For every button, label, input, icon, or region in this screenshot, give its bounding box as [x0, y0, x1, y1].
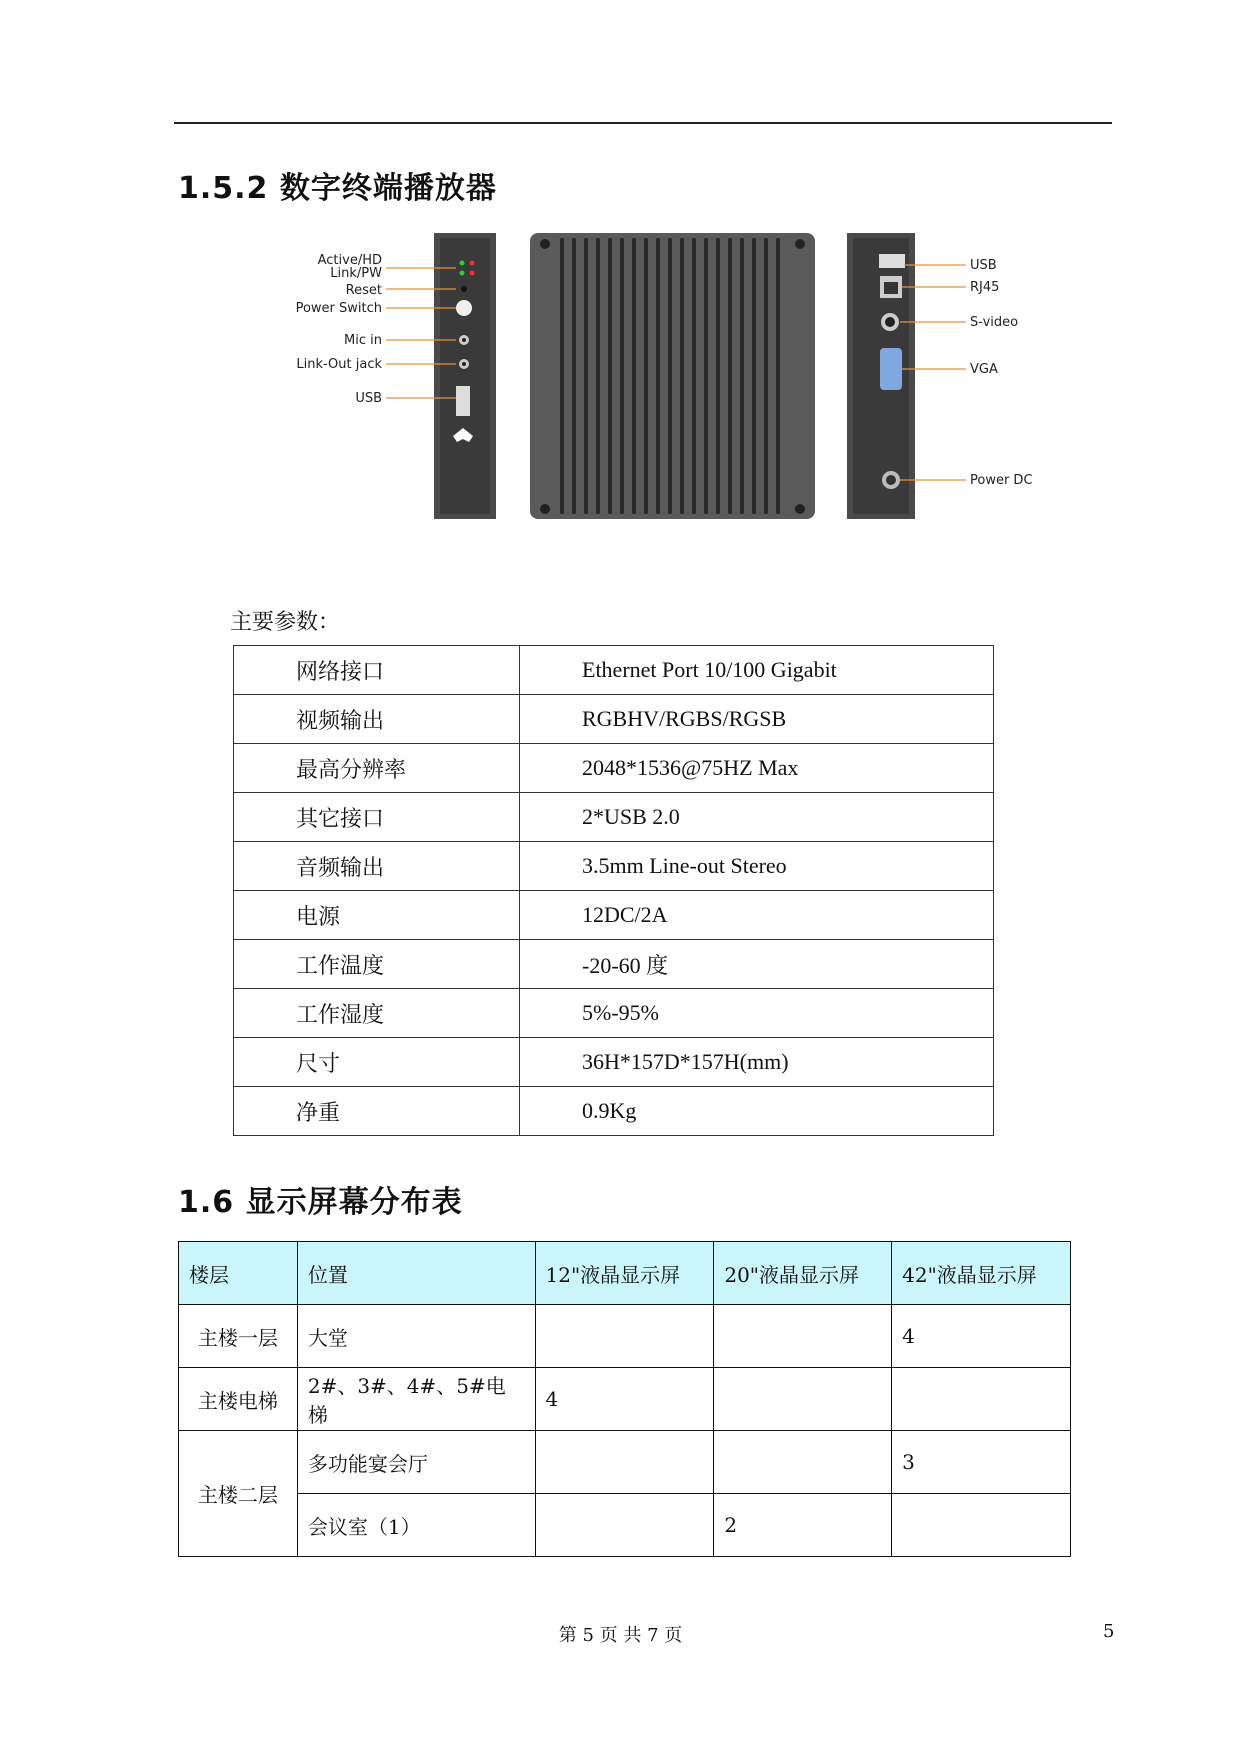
- count-12-cell: 4: [535, 1368, 714, 1431]
- distribution-table: [178, 1241, 1071, 1557]
- spec-value: 36H*157D*157H(mm): [520, 1038, 994, 1087]
- table-row: [234, 842, 994, 891]
- specs-table: [233, 645, 994, 1136]
- spec-key: 网络接口: [234, 646, 520, 695]
- table-row: [234, 891, 994, 940]
- label-s-video: S-video: [970, 315, 1019, 330]
- count-42-cell: 3: [892, 1431, 1071, 1494]
- spec-key: 音频输出: [234, 842, 520, 891]
- label-power-dc: Power DC: [970, 473, 1033, 488]
- floor-cell: 主楼电梯: [179, 1368, 298, 1431]
- spec-value: 0.9Kg: [520, 1087, 994, 1136]
- count-20-cell: [714, 1431, 892, 1494]
- count-20-cell: [714, 1305, 892, 1368]
- column-header: 楼层: [179, 1242, 298, 1305]
- table-header-row: [179, 1242, 1071, 1305]
- label-active-hd: Active/HD: [317, 253, 382, 268]
- device-photo: [290, 230, 1050, 530]
- column-header: 位置: [297, 1242, 535, 1305]
- label-usb-right: USB: [970, 258, 997, 273]
- spec-key: 尺寸: [234, 1038, 520, 1087]
- spec-key: 最高分辨率: [234, 744, 520, 793]
- location-cell: 大堂: [297, 1305, 535, 1368]
- count-12-cell: [535, 1305, 714, 1368]
- location-cell: 多功能宴会厅: [297, 1431, 535, 1494]
- location-cell: 会议室（1）: [297, 1494, 535, 1557]
- column-header: 42"液晶显示屏: [892, 1242, 1071, 1305]
- table-row: [234, 793, 994, 842]
- spec-key: 其它接口: [234, 793, 520, 842]
- header-rule: [174, 122, 1112, 124]
- table-row: [234, 989, 994, 1038]
- spec-key: 视频输出: [234, 695, 520, 744]
- label-power-switch: Power Switch: [295, 301, 382, 316]
- location-cell: 2#、3#、4#、5#电梯: [297, 1368, 535, 1431]
- count-20-cell: 2: [714, 1494, 892, 1557]
- spec-value: 3.5mm Line-out Stereo: [520, 842, 994, 891]
- label-usb-left: USB: [355, 391, 382, 406]
- label-vga: VGA: [970, 362, 998, 377]
- label-link-pw: Link/PW: [330, 266, 382, 281]
- section-title: 1.5.2 数字终端播放器: [178, 171, 497, 206]
- label-mic-in: Mic in: [344, 333, 382, 348]
- table-row: [234, 1038, 994, 1087]
- table-row: [234, 646, 994, 695]
- count-12-cell: [535, 1431, 714, 1494]
- distribution-title: 1.6 显示屏幕分布表: [178, 1185, 463, 1220]
- table-row: [179, 1368, 1071, 1431]
- spec-value: -20-60 度: [520, 940, 994, 989]
- page-footer: 第 5 页 共 7 页: [558, 1625, 683, 1646]
- page-number: 5: [1103, 1621, 1115, 1642]
- label-reset: Reset: [345, 283, 382, 298]
- count-42-cell: [892, 1368, 1071, 1431]
- table-row: [179, 1494, 1071, 1557]
- specs-intro: 主要参数：: [230, 610, 341, 635]
- floor-cell: 主楼一层: [179, 1305, 298, 1368]
- table-row: [179, 1305, 1071, 1368]
- floor-cell: 主楼二层: [179, 1431, 298, 1557]
- spec-key: 工作湿度: [234, 989, 520, 1038]
- count-12-cell: [535, 1494, 714, 1557]
- spec-key: 电源: [234, 891, 520, 940]
- count-42-cell: [892, 1494, 1071, 1557]
- table-row: [179, 1431, 1071, 1494]
- count-42-cell: 4: [892, 1305, 1071, 1368]
- table-row: [234, 940, 994, 989]
- spec-key: 工作温度: [234, 940, 520, 989]
- spec-value: 2*USB 2.0: [520, 793, 994, 842]
- table-row: [234, 1087, 994, 1136]
- spec-value: Ethernet Port 10/100 Gigabit: [520, 646, 994, 695]
- column-header: 20"液晶显示屏: [714, 1242, 892, 1305]
- count-20-cell: [714, 1368, 892, 1431]
- spec-key: 净重: [234, 1087, 520, 1136]
- spec-value: 12DC/2A: [520, 891, 994, 940]
- table-row: [234, 744, 994, 793]
- spec-value: 2048*1536@75HZ Max: [520, 744, 994, 793]
- spec-value: 5%-95%: [520, 989, 994, 1038]
- column-header: 12"液晶显示屏: [535, 1242, 714, 1305]
- label-rj45: RJ45: [970, 280, 1000, 295]
- device-figure: [290, 230, 1050, 530]
- spec-value: RGBHV/RGBS/RGSB: [520, 695, 994, 744]
- table-row: [234, 695, 994, 744]
- label-link-out-jack: Link-Out jack: [296, 357, 382, 372]
